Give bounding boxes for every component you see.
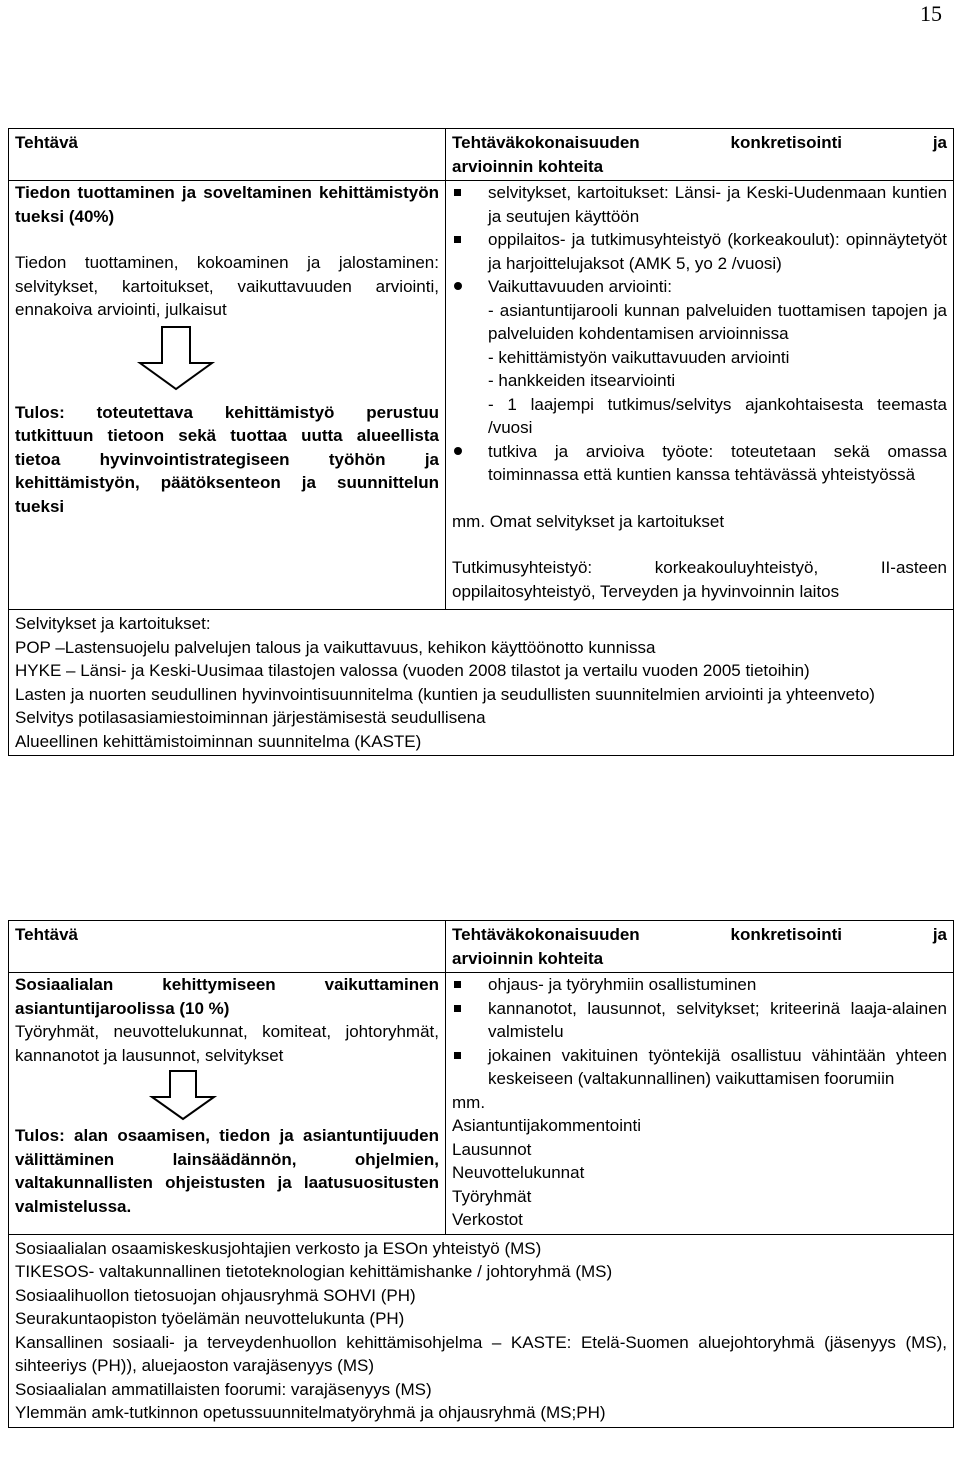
forum-list-item: Lausunnot	[452, 1139, 532, 1159]
footer-line: HYKE – Länsi- ja Keski-Uusimaa tilastojen valossa (vuoden 2008 tilastot ja vertailu vuoden 2005 tietoihin)	[15, 661, 810, 680]
list-item: oppilaitos- ja tutkimusyhteistyö (korkeakoulut): opinnäytetyöt ja harjoittelujaksot (AMK 5, yo 2 /vuosi)	[452, 228, 947, 275]
list-item: Vaikuttavuuden arviointi: - asiantuntijarooli kunnan palveluiden tuottamisen tapojen ja palveluiden kohdentamisen arvioinnissa - kehittämistyön vaikuttavuuden arviointi - hankkeiden itsearviointi - 1 laajempi tutkimus/selvitys ajankohtaisesta teemasta /vuosi	[452, 275, 947, 440]
task-cell	[9, 973, 446, 1235]
list-item: selvitykset, kartoitukset: Länsi- ja Keski-Uudenmaan kuntien ja seutujen käyttöön	[452, 181, 947, 228]
task-table-1	[8, 128, 954, 756]
forum-list-item: Asiantuntijakommentointi	[452, 1116, 641, 1135]
footer-line: Kansallinen sosiaali- ja terveydenhuollon kehittämisohjelma – KASTE: Etelä-Suomen aluejohtoryhmä (jäsenyys (MS), sihteeriys (PH)), aluejaoston varajäsenyys (MS)	[15, 1332, 947, 1375]
footer-line: Sosiaalialan osaamiskeskusjohtajien verkosto ja ESOn yhteistyö (MS)	[15, 1238, 542, 1258]
footer-line: Selvitys potilasasiamiestoiminnan järjestämisestä seudullisena	[15, 708, 486, 727]
square-bullet-icon	[454, 236, 461, 243]
surveys-cell	[9, 610, 954, 756]
list-item: tutkiva ja arvioiva työote: toteutetaan sekä omassa toiminnassa että kuntien kanssa tehtävässä yhteistyössä	[452, 440, 947, 487]
task-result: Tulos: alan osaamisen, tiedon ja asiantuntijuuden välittäminen lainsäädännön, ohjelmien, valtakunnallisten ohjeistusten ja laatusuositusten valmistelussa.	[15, 1126, 439, 1216]
footer-line: Sosiaalihuollon tietosuojan ohjausryhmä SOHVI (PH)	[15, 1285, 416, 1305]
footer-line: TIKESOS- valtakunnallinen tietoteknologian kehittämishanke / johtoryhmä (MS)	[15, 1262, 613, 1281]
header-task: Tehtävä	[9, 129, 446, 181]
table-footer-row	[9, 610, 954, 756]
table-header-row	[9, 129, 954, 181]
list-item: kannanotot, lausunnot, selvitykset; kriteerinä laaja-alainen valmistelu	[452, 997, 947, 1044]
round-bullet-icon	[454, 282, 462, 290]
task-table-2	[8, 920, 954, 1428]
task-cell	[9, 181, 446, 610]
header-task: Tehtävä	[9, 921, 446, 973]
square-bullet-icon	[454, 1052, 461, 1059]
footer-line: POP –Lastensuojelu palvelujen talous ja vaikuttavuus, kehikon käyttöönotto kunnissa	[15, 637, 656, 657]
forum-list-item: Työryhmät	[452, 1186, 532, 1206]
footer-line: Alueellinen kehittämistoiminnan suunnitelma (KASTE)	[15, 731, 422, 751]
forum-list-item: Neuvottelukunnat	[452, 1163, 585, 1182]
header-scope: Tehtäväkokonaisuuden konkretisointi ja arvioinnin kohteita	[446, 129, 954, 181]
table-body-row	[9, 973, 954, 1235]
forum-list-item: Verkostot	[452, 1210, 523, 1229]
square-bullet-icon	[454, 981, 461, 988]
square-bullet-icon	[454, 1005, 461, 1012]
table-body-row	[9, 181, 954, 610]
list-item: ohjaus- ja työryhmiin osallistuminen	[452, 973, 947, 997]
task-description: Tiedon tuottaminen, kokoaminen ja jalostaminen: selvitykset, kartoitukset, vaikuttavuuden arviointi, ennakoiva arviointi, julkaisut	[15, 253, 439, 319]
page-number: 15	[920, 1, 942, 26]
scope-cell	[446, 181, 954, 610]
list-item: jokainen vakituinen työntekijä osallistuu vähintään yhteen keskeiseen (valtakunnallinen) vaikuttamisen foorumiin	[452, 1044, 947, 1091]
task-title: Tiedon tuottaminen ja soveltaminen kehittämistyön tueksi (40%)	[15, 183, 439, 226]
footer-line: Selvitykset ja kartoitukset:	[15, 614, 211, 633]
table-header-row	[9, 921, 954, 973]
table-footer-row	[9, 1234, 954, 1427]
down-arrow-icon	[148, 1069, 218, 1121]
task-title: Sosiaalialan kehittymiseen vaikuttaminen asiantuntijaroolissa (10 %)	[15, 975, 439, 1018]
task-description: Työryhmät, neuvottelukunnat, komiteat, johtoryhmät, kannanotot ja lausunnot, selvitykset	[15, 1022, 439, 1065]
footer-line: Lasten ja nuorten seudullinen hyvinvointisuunnitelma (kuntien ja seudullisten suunnitelmien arviointi ja yhteenveto)	[15, 684, 875, 704]
square-bullet-icon	[454, 189, 461, 196]
forum-list-item: mm.	[452, 1092, 486, 1112]
footer-line: Seurakuntaopiston työelämän neuvottelukunta (PH)	[15, 1309, 405, 1328]
task-result: Tulos: toteutettava kehittämistyö perustuu tutkittuun tietoon sekä tuottaa uutta alueellista tietoa hyvinvointistrategiseen työhön ja kehittämistyön, päätöksenteon ja suunnittelun tueksi	[15, 402, 439, 516]
footer-line: Ylemmän amk-tutkinnon opetussuunnitelmatyöryhmä ja ohjausryhmä (MS;PH)	[15, 1403, 606, 1422]
note-research-cooperation: Tutkimusyhteistyö: korkeakouluyhteistyö, II-asteen oppilaitosyhteistyö, Terveyden ja hyvinvoinnin laitos	[452, 558, 947, 601]
note-own-surveys: mm. Omat selvitykset ja kartoitukset	[452, 511, 725, 531]
header-scope: Tehtäväkokonaisuuden konkretisointi ja arvioinnin kohteita	[446, 921, 954, 973]
round-bullet-icon	[454, 447, 462, 455]
down-arrow-icon	[136, 325, 216, 391]
footer-line: Sosiaalialan ammatillaisten foorumi: varajäsenyys (MS)	[15, 1379, 432, 1399]
scope-cell	[446, 973, 954, 1235]
memberships-cell	[9, 1234, 954, 1427]
